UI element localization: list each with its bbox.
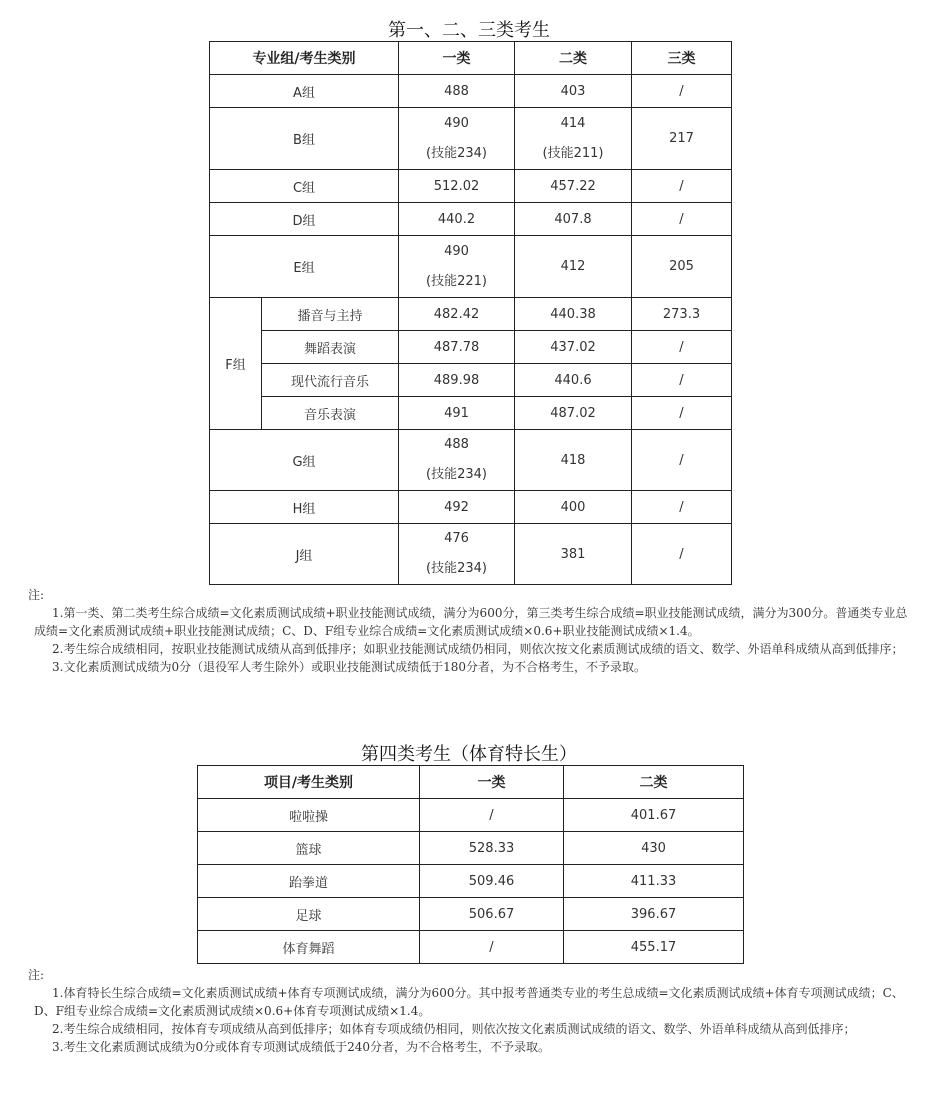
table-row bbox=[198, 931, 744, 964]
subgroup-name: 现代流行音乐 bbox=[262, 364, 399, 397]
score-class-2: 437.02 bbox=[515, 331, 632, 364]
score-class-2: 457.22 bbox=[515, 170, 632, 203]
score-value: 488 bbox=[444, 437, 469, 452]
score-value: 414 bbox=[560, 115, 586, 131]
score-table-2 bbox=[197, 765, 744, 964]
header-class-2: 二类 bbox=[564, 766, 744, 799]
group-name: D组 bbox=[210, 203, 399, 236]
score-class-1 bbox=[399, 108, 515, 170]
score-class-3: 205 bbox=[632, 236, 732, 298]
score-class-2: 487.02 bbox=[515, 397, 632, 430]
notes-section-1 bbox=[28, 586, 912, 676]
table-row bbox=[210, 491, 732, 524]
table-row bbox=[210, 75, 732, 108]
table2-title: 第四类考生（体育特长生） bbox=[361, 744, 577, 765]
score-class-2: 407.8 bbox=[515, 203, 632, 236]
skill-score: (技能221) bbox=[426, 273, 487, 289]
group-name: E组 bbox=[210, 236, 399, 298]
score-class-3: / bbox=[632, 524, 732, 585]
header-class-2: 二类 bbox=[515, 42, 632, 75]
score-class-3: / bbox=[632, 75, 732, 108]
score-class-1: 528.33 bbox=[420, 832, 564, 865]
notes-label: 注: bbox=[28, 588, 45, 602]
note-item: 3.文化素质测试成绩为0分（退役军人考生除外）或职业技能测试成绩低于180分者，为不合格考生，不予录取。 bbox=[52, 660, 646, 674]
group-name: G组 bbox=[210, 430, 399, 491]
sport-name: 跆拳道 bbox=[198, 865, 420, 898]
table-row bbox=[198, 898, 744, 931]
note-item: 1.第一类、第二类考生综合成绩=文化素质测试成绩+职业技能测试成绩，满分为600分，第三类考生综合成绩=职业技能测试成绩，满分为300分。普通类专业总成绩=文化素质测试成绩+职业技能测试成绩；C、D、F组专业综合成绩=文化素质测试成绩×0.6+职业技能测试成绩×1.4。 bbox=[34, 606, 908, 638]
sport-name: 体育舞蹈 bbox=[198, 931, 420, 964]
group-name: A组 bbox=[210, 75, 399, 108]
score-class-1: 487.78 bbox=[399, 331, 515, 364]
sport-name: 足球 bbox=[198, 898, 420, 931]
score-class-1: 440.2 bbox=[399, 203, 515, 236]
table-row bbox=[198, 865, 744, 898]
score-class-2: 455.17 bbox=[564, 931, 744, 964]
score-table-1 bbox=[209, 41, 732, 585]
subgroup-name: 播音与主持 bbox=[262, 298, 399, 331]
table-row bbox=[210, 298, 732, 331]
score-class-1: 509.46 bbox=[420, 865, 564, 898]
score-class-1 bbox=[399, 524, 515, 585]
table-row bbox=[210, 397, 732, 430]
score-class-1: 489.98 bbox=[399, 364, 515, 397]
group-name: J组 bbox=[210, 524, 399, 585]
table-row bbox=[210, 364, 732, 397]
note-item: 2.考生综合成绩相同，按职业技能测试成绩从高到低排序；如职业技能测试成绩仍相同，则依次按文化素质测试成绩的语文、数学、外语单科成绩从高到低排序； bbox=[52, 642, 904, 656]
score-class-2: 440.6 bbox=[515, 364, 632, 397]
table-row bbox=[210, 203, 732, 236]
score-class-2 bbox=[515, 108, 632, 170]
sport-name: 篮球 bbox=[198, 832, 420, 865]
score-class-3: 273.3 bbox=[632, 298, 732, 331]
score-class-2: 381 bbox=[515, 524, 632, 585]
score-class-2: 401.67 bbox=[564, 799, 744, 832]
score-class-2: 396.67 bbox=[564, 898, 744, 931]
header-class-3: 三类 bbox=[632, 42, 732, 75]
score-class-2: 403 bbox=[515, 75, 632, 108]
group-name: C组 bbox=[210, 170, 399, 203]
notes-section-2 bbox=[28, 966, 912, 1056]
score-class-3: / bbox=[632, 331, 732, 364]
score-class-1: 482.42 bbox=[399, 298, 515, 331]
subgroup-name: 音乐表演 bbox=[262, 397, 399, 430]
score-class-1 bbox=[399, 236, 515, 298]
header-class-1: 一类 bbox=[399, 42, 515, 75]
table-row bbox=[210, 430, 732, 491]
subgroup-name: 舞蹈表演 bbox=[262, 331, 399, 364]
table-row bbox=[210, 331, 732, 364]
group-name: H组 bbox=[210, 491, 399, 524]
skill-score: (技能211) bbox=[542, 145, 604, 161]
skill-score: (技能234) bbox=[426, 467, 487, 482]
table-row bbox=[210, 108, 732, 170]
header-class-1: 一类 bbox=[420, 766, 564, 799]
score-class-2: 411.33 bbox=[564, 865, 744, 898]
score-class-1: / bbox=[420, 799, 564, 832]
score-class-2: 440.38 bbox=[515, 298, 632, 331]
score-class-1: 488 bbox=[399, 75, 515, 108]
table-row bbox=[210, 524, 732, 585]
score-class-1: 506.67 bbox=[420, 898, 564, 931]
score-value: 490 bbox=[444, 243, 469, 259]
note-item: 3.考生文化素质测试成绩为0分或体育专项测试成绩低于240分者，为不合格考生，不予录取。 bbox=[52, 1040, 550, 1054]
score-class-2: 418 bbox=[515, 430, 632, 491]
score-class-3: / bbox=[632, 364, 732, 397]
score-class-2: 400 bbox=[515, 491, 632, 524]
score-class-1: 491 bbox=[399, 397, 515, 430]
score-class-2: 430 bbox=[564, 832, 744, 865]
score-class-3: / bbox=[632, 397, 732, 430]
score-class-2: 412 bbox=[515, 236, 632, 298]
score-class-3: / bbox=[632, 491, 732, 524]
note-item: 2.考生综合成绩相同，按体育专项成绩从高到低排序；如体育专项成绩仍相同，则依次按文化素质测试成绩的语文、数学、外语单科成绩从高到低排序； bbox=[52, 1022, 856, 1036]
skill-score: (技能234) bbox=[426, 145, 487, 161]
score-class-1: / bbox=[420, 931, 564, 964]
table-row bbox=[210, 236, 732, 298]
table1-title: 第一、二、三类考生 bbox=[388, 20, 550, 41]
table-row bbox=[198, 799, 744, 832]
score-class-1: 492 bbox=[399, 491, 515, 524]
score-class-1 bbox=[399, 430, 515, 491]
notes-label: 注: bbox=[28, 968, 45, 982]
score-class-1: 512.02 bbox=[399, 170, 515, 203]
skill-score: (技能234) bbox=[426, 561, 487, 576]
header-sport-category: 项目/考生类别 bbox=[198, 766, 420, 799]
group-name: B组 bbox=[210, 108, 399, 170]
table-row bbox=[210, 170, 732, 203]
group-name: F组 bbox=[210, 298, 262, 430]
score-class-3: 217 bbox=[632, 108, 732, 170]
score-value: 476 bbox=[444, 531, 469, 546]
score-class-3: / bbox=[632, 170, 732, 203]
table-row bbox=[198, 832, 744, 865]
header-group-category: 专业组/考生类别 bbox=[210, 42, 399, 75]
score-value: 490 bbox=[444, 115, 469, 131]
score-class-3: / bbox=[632, 203, 732, 236]
score-class-3: / bbox=[632, 430, 732, 491]
sport-name: 啦啦操 bbox=[198, 799, 420, 832]
note-item: 1.体育特长生综合成绩=文化素质测试成绩+体育专项测试成绩，满分为600分。其中报考普通类专业的考生总成绩=文化素质测试成绩+体育专项测试成绩；C、D、F组专业综合成绩=文化素质测试成绩×0.6+体育专项测试成绩×1.4。 bbox=[34, 986, 904, 1018]
